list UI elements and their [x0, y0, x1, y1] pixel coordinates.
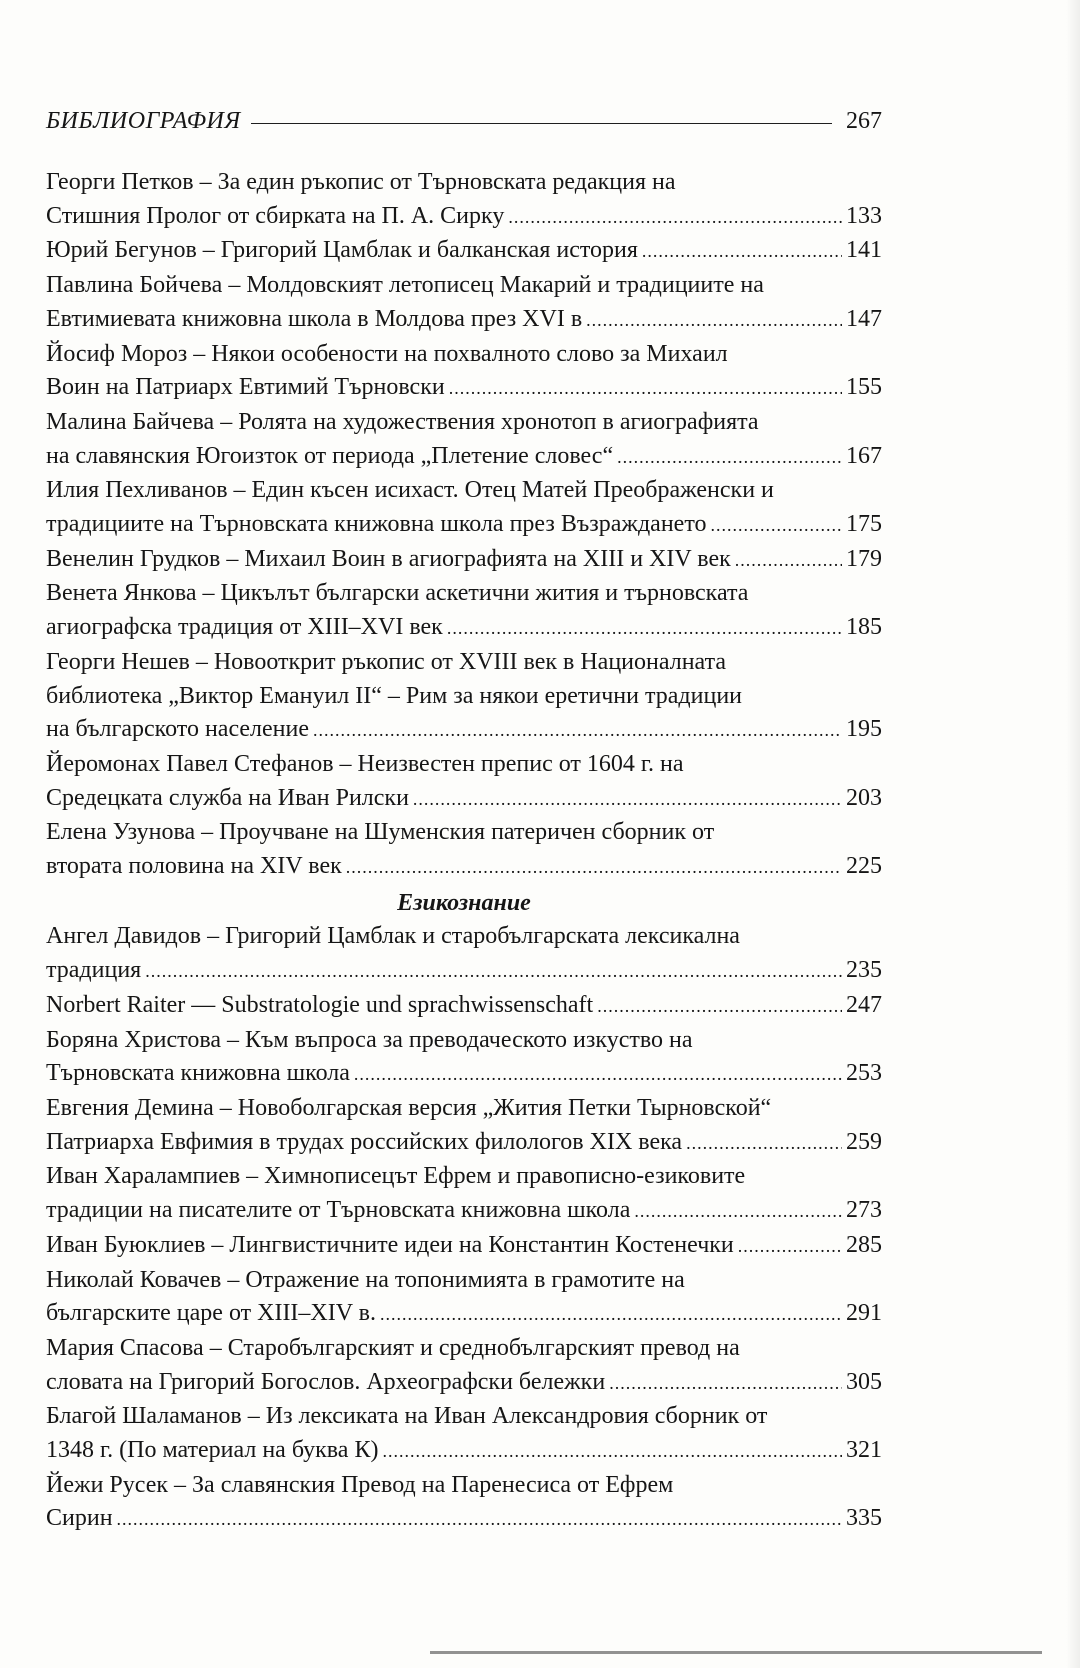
- entry-last-text: словата на Григорий Богослов. Археографски бележки: [46, 1368, 606, 1395]
- entry-last-line: [46, 1194, 882, 1229]
- dot-leader: [380, 1298, 842, 1332]
- toc-entry: [46, 646, 882, 748]
- entry-first-line: Благой Шаламанов – Из лексиката на Иван Александровия сборник от: [46, 1403, 768, 1430]
- entry-page-number: 185: [846, 614, 882, 641]
- entry-last-text: 1348 г. (По материал на буква К): [46, 1437, 379, 1464]
- dot-leader: [447, 612, 842, 646]
- entry-page-number: 285: [846, 1231, 882, 1258]
- entry-page-number: 133: [846, 202, 882, 229]
- entry-last-text: Norbert Raiter — Substratologie und sprachwissenschaft: [46, 991, 594, 1018]
- entry-page-number: 235: [846, 957, 882, 984]
- toc-entry: [46, 269, 882, 337]
- toc-entry: [46, 1400, 882, 1468]
- entry-last-line: [46, 1057, 882, 1092]
- entry-last-text: агиографска традиция от XIII–XVI век: [46, 614, 443, 641]
- entry-last-line: [46, 989, 882, 1024]
- entry-page-number: 305: [846, 1368, 882, 1395]
- entry-page-number: 141: [846, 237, 882, 264]
- entry-first-line: Елена Узунова – Проучване на Шуменския патеричен сборник от: [46, 819, 715, 846]
- toc-entry: [46, 577, 882, 645]
- header-rule: [251, 123, 832, 124]
- toc-entry: [46, 234, 882, 269]
- entry-last-line: [46, 1434, 882, 1469]
- dot-leader: [597, 990, 842, 1024]
- entry-page-number: 147: [846, 305, 882, 332]
- entry-first-line: Илия Пехливанов – Един късен исихаст. Отец Матей Преображенски и: [46, 477, 774, 504]
- entry-page-number: 155: [846, 374, 882, 401]
- entry-first-line: Йосиф Мороз – Някои особености на похвалното слово за Михаил: [46, 340, 728, 367]
- dot-leader: [413, 783, 842, 817]
- entry-first-line: Мария Спасова – Старобългарският и среднобългарският превод на: [46, 1334, 740, 1361]
- entry-last-line: [46, 440, 882, 475]
- entry-page-number: 247: [846, 991, 882, 1018]
- entry-last-line: [46, 1502, 882, 1537]
- scan-bottom-edge: [430, 1651, 1042, 1654]
- toc-entry: [46, 1229, 882, 1264]
- dot-leader: [738, 1230, 842, 1264]
- entry-last-line: [46, 1366, 882, 1401]
- entry-last-text: Венелин Грудков – Михаил Воин в агиографията на XIII и XIV век: [46, 545, 731, 572]
- entry-last-text: Средецката служба на Иван Рилски: [46, 784, 409, 811]
- page-header: [46, 108, 882, 148]
- entry-last-text: на славянския Югоизток от периода „Плетение словес“: [46, 442, 614, 469]
- dot-leader: [508, 201, 842, 235]
- toc-entry: [46, 406, 882, 474]
- entry-last-text: Юрий Бегунов – Григорий Цамблак и балканская история: [46, 237, 638, 264]
- entry-page-number: 273: [846, 1197, 882, 1224]
- entry-first-line: Георги Нешев – Новооткрит ръкопис от XVIII век в Националната: [46, 648, 727, 675]
- entry-last-text: Стишния Пролог от сбирката на П. А. Сирку: [46, 202, 505, 229]
- toc-entry: [46, 1469, 882, 1537]
- entry-first-line: Ангел Давидов – Григорий Цамблак и старобългарската лексикална: [46, 923, 740, 950]
- entry-first-line: Йежи Русек – За славянския Превод на Паренесиса от Ефрем: [46, 1471, 674, 1498]
- page-number: 267: [846, 108, 882, 134]
- toc-entry: [46, 1264, 882, 1332]
- toc-entry: [46, 166, 882, 234]
- entry-page-number: 195: [846, 716, 882, 743]
- entry-page-number: 253: [846, 1060, 882, 1087]
- entry-first-line: Иван Харалампиев – Химнописецът Ефрем и правописно-езиковите: [46, 1163, 746, 1190]
- dot-leader: [617, 441, 842, 475]
- entry-last-line: [46, 1297, 882, 1332]
- running-title: БИБЛИОГРАФИЯ: [46, 108, 241, 134]
- dot-leader: [609, 1367, 842, 1401]
- entry-last-line: [46, 1229, 882, 1264]
- entry-last-line: [46, 234, 882, 269]
- entry-last-line: [46, 200, 882, 235]
- toc-entry: [46, 338, 882, 406]
- entry-last-line: [46, 611, 882, 646]
- toc-entry: [46, 1160, 882, 1228]
- dot-leader: [382, 1435, 842, 1469]
- dot-leader: [642, 235, 842, 269]
- dot-leader: [145, 955, 842, 989]
- table-of-contents: [46, 166, 882, 1537]
- dot-leader: [711, 509, 842, 543]
- entry-first-line: Павлина Бойчева – Молдовският летописец Макарий и традициите на: [46, 272, 764, 299]
- dot-leader: [586, 304, 842, 338]
- toc-part-2: [46, 920, 882, 1537]
- entry-last-text: българските царе от XIII–XIV в.: [46, 1300, 376, 1327]
- entry-last-line: [46, 508, 882, 543]
- entry-first-line: Евгения Демина – Новоболгарская версия „Жития Петки Тырновской“: [46, 1094, 772, 1121]
- entry-page-number: 335: [846, 1505, 882, 1532]
- entry-page-number: 321: [846, 1437, 882, 1464]
- entry-last-text: на българското население: [46, 716, 310, 743]
- entry-page-number: 225: [846, 853, 882, 880]
- entry-page-number: 291: [846, 1300, 882, 1327]
- entry-last-text: традиция: [46, 957, 142, 984]
- entry-last-line: [46, 543, 882, 578]
- toc-entry: [46, 748, 882, 816]
- dot-leader: [346, 851, 842, 885]
- entry-last-text: Воин на Патриарх Евтимий Търновски: [46, 374, 445, 401]
- entry-first-line: Николай Ковачев – Отражение на топонимията в грамотите на: [46, 1266, 685, 1293]
- entry-page-number: 167: [846, 442, 882, 469]
- entry-page-number: 175: [846, 511, 882, 538]
- entry-last-text: Сирин: [46, 1505, 113, 1532]
- toc-entry: [46, 1024, 882, 1092]
- dot-leader: [735, 544, 842, 578]
- entry-last-line: [46, 371, 882, 406]
- toc-entry: [46, 1332, 882, 1400]
- entry-first-line: Йеромонах Павел Стефанов – Неизвестен препис от 1604 г. на: [46, 750, 684, 777]
- entry-first-line: Венета Янкова – Цикълът български аскетични жития и търновската: [46, 580, 749, 607]
- dot-leader: [117, 1503, 842, 1537]
- section-heading: Езикознание: [397, 889, 531, 916]
- entry-last-line: [46, 850, 882, 885]
- entry-last-line: [46, 782, 882, 817]
- dot-leader: [313, 714, 842, 748]
- entry-last-line: [46, 713, 882, 748]
- entry-page-number: 259: [846, 1128, 882, 1155]
- entry-last-line: [46, 303, 882, 338]
- toc-entry: [46, 989, 882, 1024]
- entry-first-line: Георги Петков – За един ръкопис от Търновската редакция на: [46, 169, 676, 195]
- entry-last-text: втората половина на XIV век: [46, 853, 342, 880]
- entry-first-line: Боряна Христова – Към въпроса за преводаческото изкуство на: [46, 1026, 693, 1053]
- entry-last-text: Иван Буюклиев – Лингвистичните идеи на Константин Костенечки: [46, 1231, 734, 1258]
- entry-page-number: 203: [846, 784, 882, 811]
- entry-page-number: 179: [846, 545, 882, 572]
- toc-entry: [46, 920, 882, 988]
- entry-last-text: традиции на писателите от Търновската книжовна школа: [46, 1197, 631, 1224]
- dot-leader: [449, 372, 842, 406]
- entry-last-line: [46, 1126, 882, 1161]
- entry-last-text: традициите на Търновската книжовна школа през Възраждането: [46, 511, 707, 538]
- entry-middle-line: библиотека „Виктор Емануил II“ – Рим за някои еретични традиции: [46, 682, 743, 709]
- dot-leader: [354, 1058, 842, 1092]
- entry-last-text: Евтимиевата книжовна школа в Молдова през XVI в: [46, 305, 583, 332]
- dot-leader: [686, 1127, 842, 1161]
- dot-leader: [634, 1195, 842, 1229]
- entry-first-line: Малина Байчева – Ролята на художествения хронотоп в агиографията: [46, 408, 759, 435]
- toc-entry: [46, 474, 882, 542]
- toc-entry: [46, 543, 882, 578]
- entry-last-text: Търновската книжовна школа: [46, 1060, 350, 1087]
- toc-entry: [46, 1092, 882, 1160]
- entry-last-line: [46, 954, 882, 989]
- toc-entry: [46, 816, 882, 884]
- page-edge-shadow: [1066, 0, 1080, 1668]
- toc-part-1: [46, 166, 882, 885]
- entry-last-text: Патриарха Евфимия в трудах российских филологов XIX века: [46, 1128, 683, 1155]
